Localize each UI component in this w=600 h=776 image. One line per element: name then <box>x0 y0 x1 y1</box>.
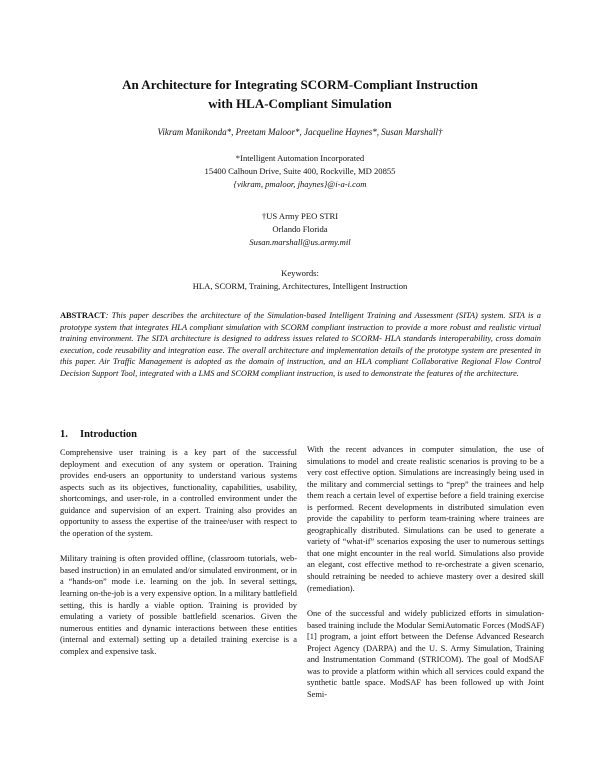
abstract-text: : This paper describes the architecture of the Simulation-based Intelligent Training and Assessment (SITA) system. SITA is a prototype system that integrates HLA compliant simulation with SCORM compliant instruction to provide a more robust and realistic virtual training environment. The SITA architecture is designed to address issues related to SCORM- HLA standards interoperability, cross domain execution, code reusability and integration ease. The overall architecture and implementation details of the prototype system are presented in this paper. Air Traffic Management is adopted as the domain of instruction, and an HLA compliant Collaborative Regional Flow Control Decision Support Tool, integrated with a LMS and SCORM compliant instruction, is used to demonstrate the features of the architecture. <box>60 311 541 378</box>
paragraph: One of the successful and widely publicized efforts in simulation-based training include the Modular SemiAutomatic Forces (ModSAF) [1] program, a joint effort between the Defense Advanced Research Project Agency (DARPA) and the U. S. Army Simulation, Training and Instrumentation Command (STRICOM). The goal of ModSAF was to provide a platform within which all services could expand the synthetic battle space. ModSAF has been followed up with Joint Semi- <box>307 609 544 699</box>
affiliation-iai-address: 15400 Calhoun Drive, Suite 400, Rockville, MD 20855 <box>204 166 396 176</box>
left-column <box>60 428 297 657</box>
affiliation-peo-stri <box>60 210 540 249</box>
right-column <box>307 444 544 700</box>
section-heading <box>60 428 297 442</box>
section-number: 1. <box>60 429 68 440</box>
keywords-list: HLA, SCORM, Training, Architectures, Intelligent Instruction <box>192 281 408 291</box>
paper-title <box>60 75 540 113</box>
paragraph: Military training is often provided offline, (classroom tutorials, web-based instruction) in an emulated and/or simulated environment, or in a “hands-on” mode i.e. learning on the job. In several settings, learning on-the-job is a very expensive option. In a military battlefield setting, this is hardly a viable option. Training is provided by emulating a variety of possible battlefield scenarios. Given the numerous entities and dynamic interactions between these entities (internal and external) setting up a detailed training exercise is a complex and expensive task. <box>60 554 297 656</box>
paragraph: With the recent advances in computer simulation, the use of simulations to model and create realistic scenarios is proving to be a very cost effective option. Simulations are increasingly being used in the military and commercial settings to “prep” the trainees and help them reach a certain level of expertise before a field training exercise is performed. Recent developments in distributed simulation even provide the capability to perform team-training where trainees are geographically distributed. Simulations can be used to generate a variety of “what-if” scenarios exposing the user to numerous settings that one might encounter in the real world. Simulations also provide an elegant, cost effective method to re-orchestrate a given scenario, should retraining be needed to achieve mastery over a desired skill (remediation). <box>307 445 544 593</box>
affiliation-peo-city: Orlando Florida <box>272 224 328 234</box>
title-line-2: with HLA-Compliant Simulation <box>208 96 392 111</box>
title-line-1: An Architecture for Integrating SCORM-Compliant Instruction <box>122 77 478 92</box>
abstract <box>60 310 541 379</box>
affiliation-iai <box>60 152 540 191</box>
keywords-label: Keywords: <box>281 268 319 278</box>
keywords-block <box>60 267 540 293</box>
affiliation-peo-name: †US Army PEO STRI <box>261 211 339 221</box>
author-list: Vikram Manikonda*, Preetam Maloor*, Jacqueline Haynes*, Susan Marshall† <box>157 127 443 137</box>
abstract-label: ABSTRACT <box>60 311 106 320</box>
section-title: Introduction <box>80 429 137 440</box>
affiliation-iai-name: *Intelligent Automation Incorporated <box>235 153 365 163</box>
paragraph: Comprehensive user training is a key part of the successful deployment and execution of any system or operation. Training provides end-users an opportunity to understand various systems aspects such as its objectives, functionality, capabilities, usability, shortcomings, and user-role, in a controlled environment under the guidance and supervision of an expert. Training also provides an opportunity to assess the expertise of the trainee/user with respect to the operation of the system. <box>60 448 297 538</box>
affiliation-iai-emails: {vikram, pmaloor, jhaynes}@i-a-i.com <box>233 179 367 189</box>
affiliation-peo-email: Susan.marshall@us.army.mil <box>249 237 351 247</box>
